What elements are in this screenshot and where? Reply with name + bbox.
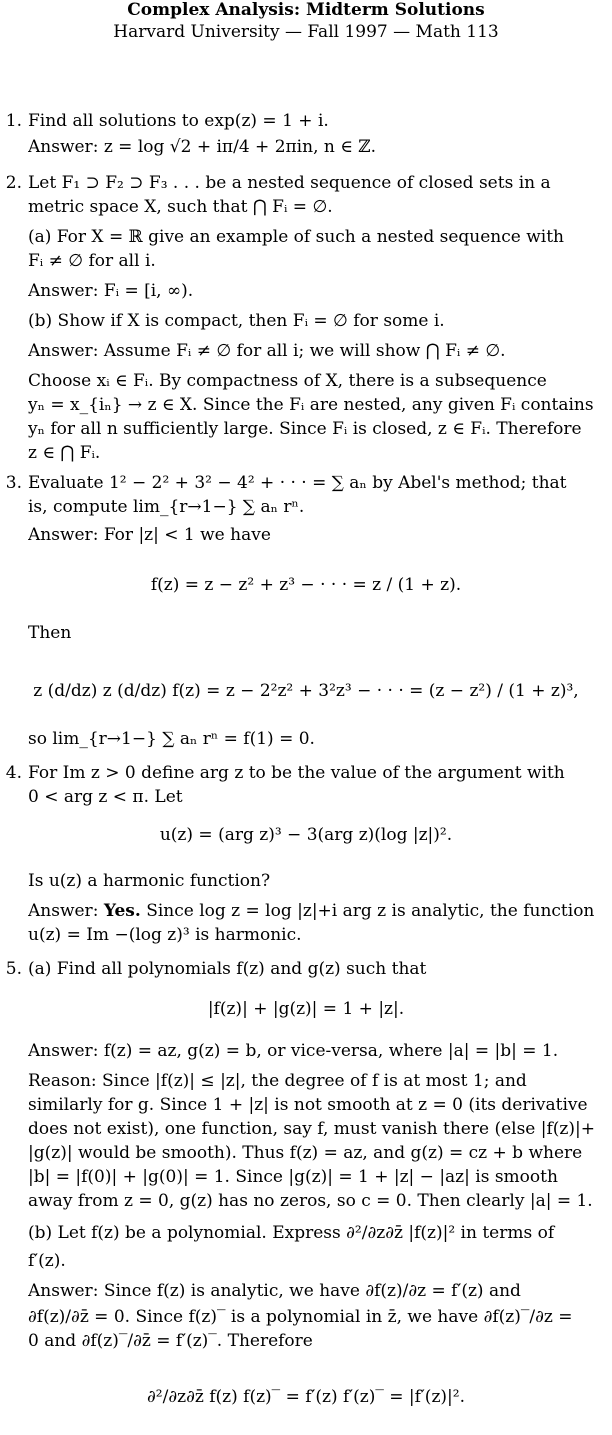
problem-4-question: Is u(z) a harmonic function? bbox=[28, 871, 271, 891]
problem-4-answer-line-2: u(z) = Im −(log z)³ is harmonic. bbox=[28, 925, 302, 945]
problem-5-line: Reason: Since |f(z)| ≤ |z|, the degree of f is at most 1; and bbox=[28, 1071, 527, 1091]
answer-yes: Yes. bbox=[103, 901, 141, 921]
problem-5-line: Answer: Since f(z) is analytic, we have ∂f(z)/∂z = f′(z) and bbox=[28, 1281, 521, 1301]
problem-1-line: Find all solutions to exp(z) = 1 + i. bbox=[28, 111, 329, 131]
problem-3-line: is, compute lim_{r→1−} ∑ aₙ rⁿ. bbox=[28, 497, 305, 517]
problem-3-number: 3. bbox=[5, 473, 22, 493]
problem-2-line: yₙ = x_{iₙ} → z ∈ X. Since the Fᵢ are nested, any given Fᵢ contains bbox=[28, 395, 594, 415]
problem-2-line: Let F₁ ⊃ F₂ ⊃ F₃ . . . be a nested sequence of closed sets in a bbox=[28, 173, 551, 193]
problem-2-line: Fᵢ ≠ ∅ for all i. bbox=[28, 251, 156, 271]
problem-2-line: yₙ for all n sufficiently large. Since Fᵢ is closed, z ∈ Fᵢ. Therefore bbox=[28, 419, 582, 439]
problem-4-equation: u(z) = (arg z)³ − 3(arg z)(log |z|)². bbox=[159, 825, 453, 845]
problem-2-line: Answer: Assume Fᵢ ≠ ∅ for all i; we will show ⋂ Fᵢ ≠ ∅. bbox=[28, 341, 506, 361]
document-title: Complex Analysis: Midterm Solutions bbox=[127, 0, 485, 20]
problem-5-equation-2: ∂²/∂z∂z̄ f(z) f(z)‾ = f′(z) f′(z)‾ = |f′(z)|². bbox=[147, 1387, 465, 1407]
problem-5-equation-1: |f(z)| + |g(z)| = 1 + |z|. bbox=[207, 999, 405, 1019]
problem-1-number: 1. bbox=[5, 111, 22, 131]
problem-2-line: metric space X, such that ⋂ Fᵢ = ∅. bbox=[28, 197, 333, 217]
answer-rest: Since log z = log |z|+i arg z is analytic, the function bbox=[140, 901, 595, 921]
problem-5-line: away from z = 0, g(z) has no zeros, so c = 0. Then clearly |a| = 1. bbox=[28, 1191, 593, 1211]
problem-3-line: Answer: For |z| < 1 we have bbox=[28, 525, 271, 545]
problem-5-line: |b| = |f(0)| + |g(0)| = 1. Since |g(z)| = 1 + |z| − |az| is smooth bbox=[28, 1167, 558, 1187]
problem-4-line: 0 < arg z < π. Let bbox=[28, 787, 183, 807]
problem-2-line: (a) For X = ℝ give an example of such a nested sequence with bbox=[28, 227, 564, 247]
problem-2-line: (b) Show if X is compact, then Fᵢ = ∅ for some i. bbox=[28, 311, 445, 331]
problem-5-line: does not exist), one function, say f, must vanish there (else |f(z)|+ bbox=[28, 1119, 595, 1139]
problem-5-line: (b) Let f(z) be a polynomial. Express ∂²/∂z∂z̄ |f(z)|² in terms of bbox=[28, 1223, 555, 1243]
problem-3-line: Evaluate 1² − 2² + 3² − 4² + · · · = ∑ aₙ by Abel's method; that bbox=[28, 473, 567, 493]
problem-2-line: Answer: Fᵢ = [i, ∞). bbox=[28, 281, 194, 301]
problem-4-line: For Im z > 0 define arg z to be the value of the argument with bbox=[28, 763, 565, 783]
problem-2-line: Choose xᵢ ∈ Fᵢ. By compactness of X, there is a subsequence bbox=[28, 371, 547, 391]
problem-5-line: similarly for g. Since 1 + |z| is not smooth at z = 0 (its derivative bbox=[28, 1095, 588, 1115]
problem-4-answer bbox=[28, 900, 608, 922]
problem-5-line: 0 and ∂f(z)‾/∂z̄ = f′(z)‾. Therefore bbox=[28, 1331, 313, 1351]
problem-3-then: Then bbox=[28, 623, 72, 643]
problem-2-line: z ∈ ⋂ Fᵢ. bbox=[28, 443, 101, 463]
problem-3-equation-1: f(z) = z − z² + z³ − · · · = z / (1 + z). bbox=[150, 575, 462, 595]
problem-3-equation-2: z (d/dz) z (d/dz) f(z) = z − 2²z² + 3²z³ − · · · = (z − z²) / (1 + z)³, bbox=[33, 681, 579, 701]
problem-5-line: ∂f(z)/∂z̄ = 0. Since f(z)‾ is a polynomial in z̄, we have ∂f(z)‾/∂z = bbox=[28, 1307, 573, 1327]
problem-5-line: |g(z)| would be smooth). Thus f(z) = az, and g(z) = cz + b where bbox=[28, 1143, 583, 1163]
problem-3-conclusion: so lim_{r→1−} ∑ aₙ rⁿ = f(1) = 0. bbox=[28, 729, 315, 749]
problem-1-answer: Answer: z = log √2 + iπ/4 + 2πin, n ∈ ℤ. bbox=[28, 137, 377, 157]
problem-2-number: 2. bbox=[5, 173, 22, 193]
problem-5-line: (a) Find all polynomials f(z) and g(z) such that bbox=[28, 959, 427, 979]
problem-5-line: f′(z). bbox=[28, 1251, 66, 1271]
document-subtitle: Harvard University — Fall 1997 — Math 113 bbox=[113, 22, 499, 42]
problem-5-line: Answer: f(z) = az, g(z) = b, or vice-versa, where |a| = |b| = 1. bbox=[28, 1041, 559, 1061]
problem-4-number: 4. bbox=[5, 763, 22, 783]
problem-5-number: 5. bbox=[5, 959, 22, 979]
answer-prefix: Answer: bbox=[28, 901, 104, 921]
